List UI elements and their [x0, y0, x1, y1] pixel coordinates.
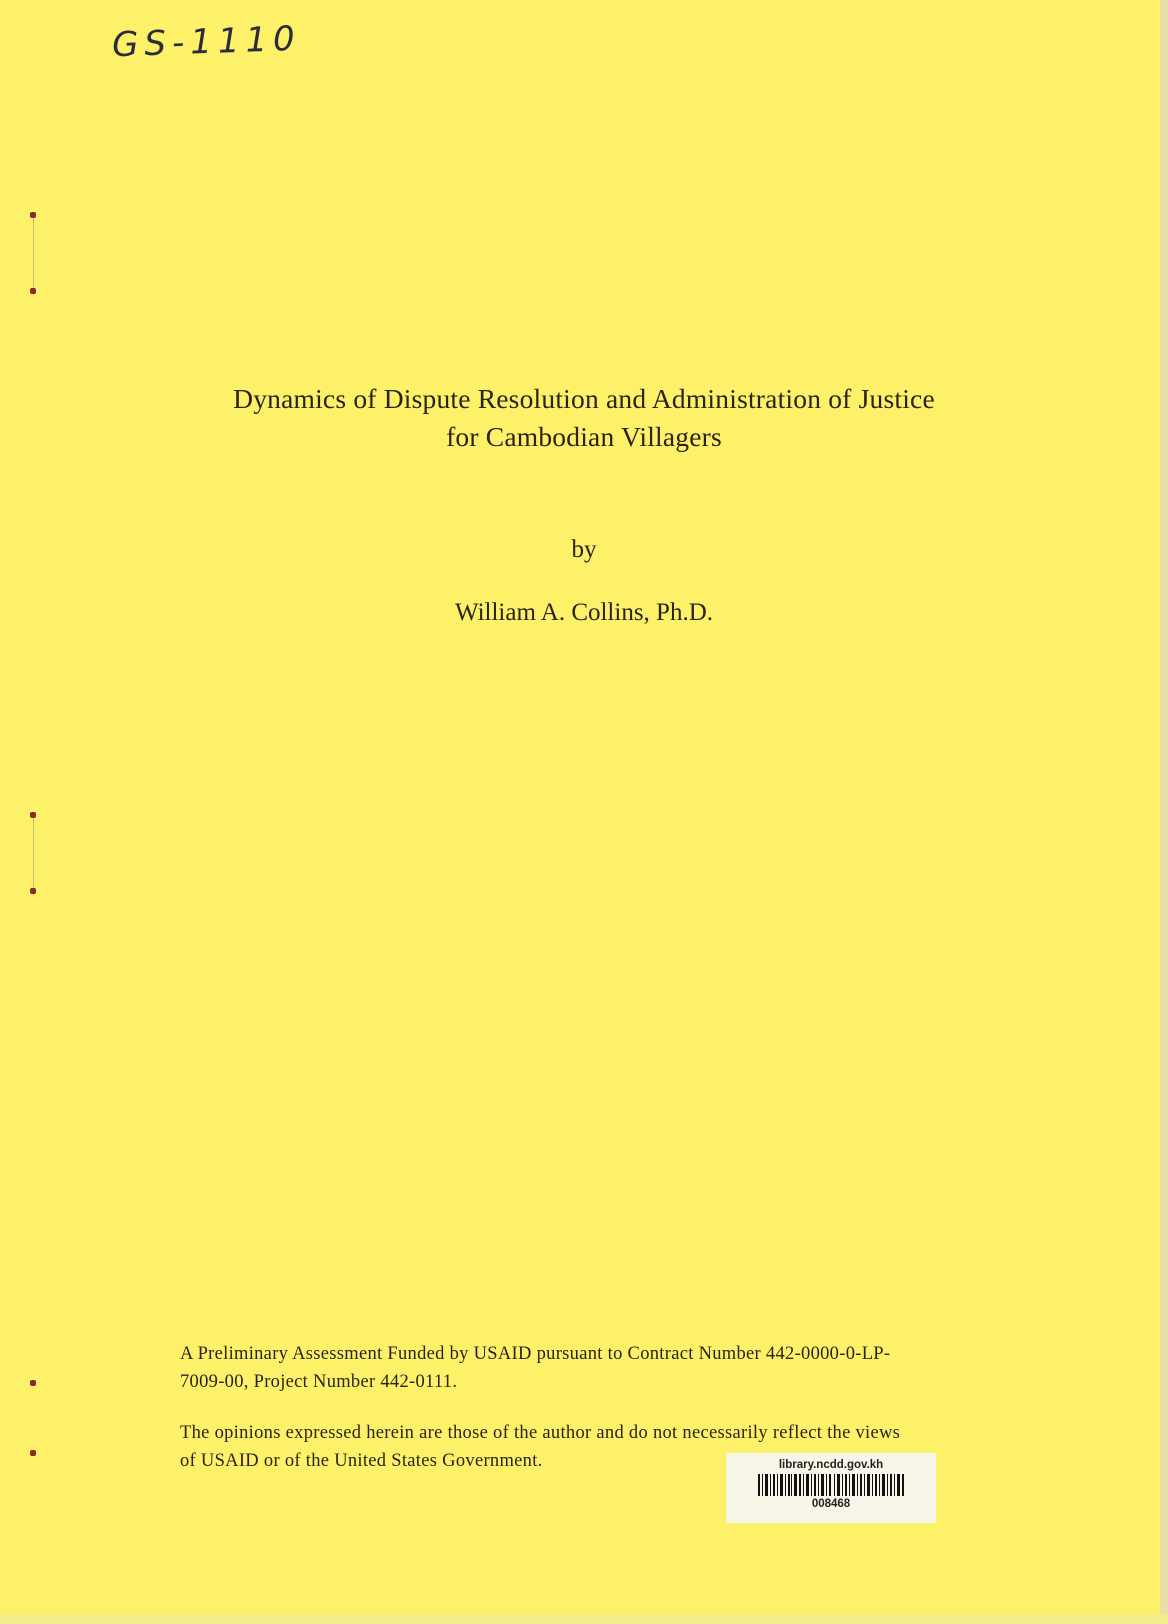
funding-line: 7009-00, Project Number 442-0111.	[180, 1372, 458, 1392]
library-barcode-label	[726, 1453, 936, 1523]
binding-hole-mark	[30, 288, 36, 294]
binding-hole-mark	[30, 212, 36, 218]
binding-crease	[33, 815, 34, 895]
author-name: William A. Collins, Ph.D.	[454, 599, 714, 626]
funding-line: A Preliminary Assessment Funded by USAID pursuant to Contract Number 442-0000-0-LP-	[180, 1344, 891, 1364]
binding-hole-mark	[30, 888, 36, 894]
handwritten-catalog-code: GS-1110	[111, 18, 302, 66]
library-site-text: library.ncdd.gov.kh	[778, 1459, 884, 1471]
title-line: for Cambodian Villagers	[446, 421, 722, 452]
binding-hole-mark	[30, 1450, 36, 1456]
barcode-icon	[758, 1474, 904, 1496]
disclaimer-statement	[180, 1419, 1070, 1475]
binding-hole-mark	[30, 812, 36, 818]
disclaimer-line: of USAID or of the United States Government.	[180, 1451, 543, 1471]
paper-edge-bottom	[0, 1614, 1168, 1624]
binding-crease	[33, 215, 34, 295]
binding-hole-mark	[30, 1380, 36, 1386]
funding-statement	[180, 1340, 1070, 1396]
disclaimer-line: The opinions expressed herein are those of the author and do not necessarily reflect the views	[180, 1423, 901, 1443]
paper-edge-right	[1160, 0, 1168, 1624]
by-label: by	[571, 536, 597, 563]
library-accession-number: 008468	[811, 1498, 851, 1510]
document-title	[0, 380, 1168, 456]
title-line: Dynamics of Dispute Resolution and Administration of Justice	[233, 383, 935, 414]
